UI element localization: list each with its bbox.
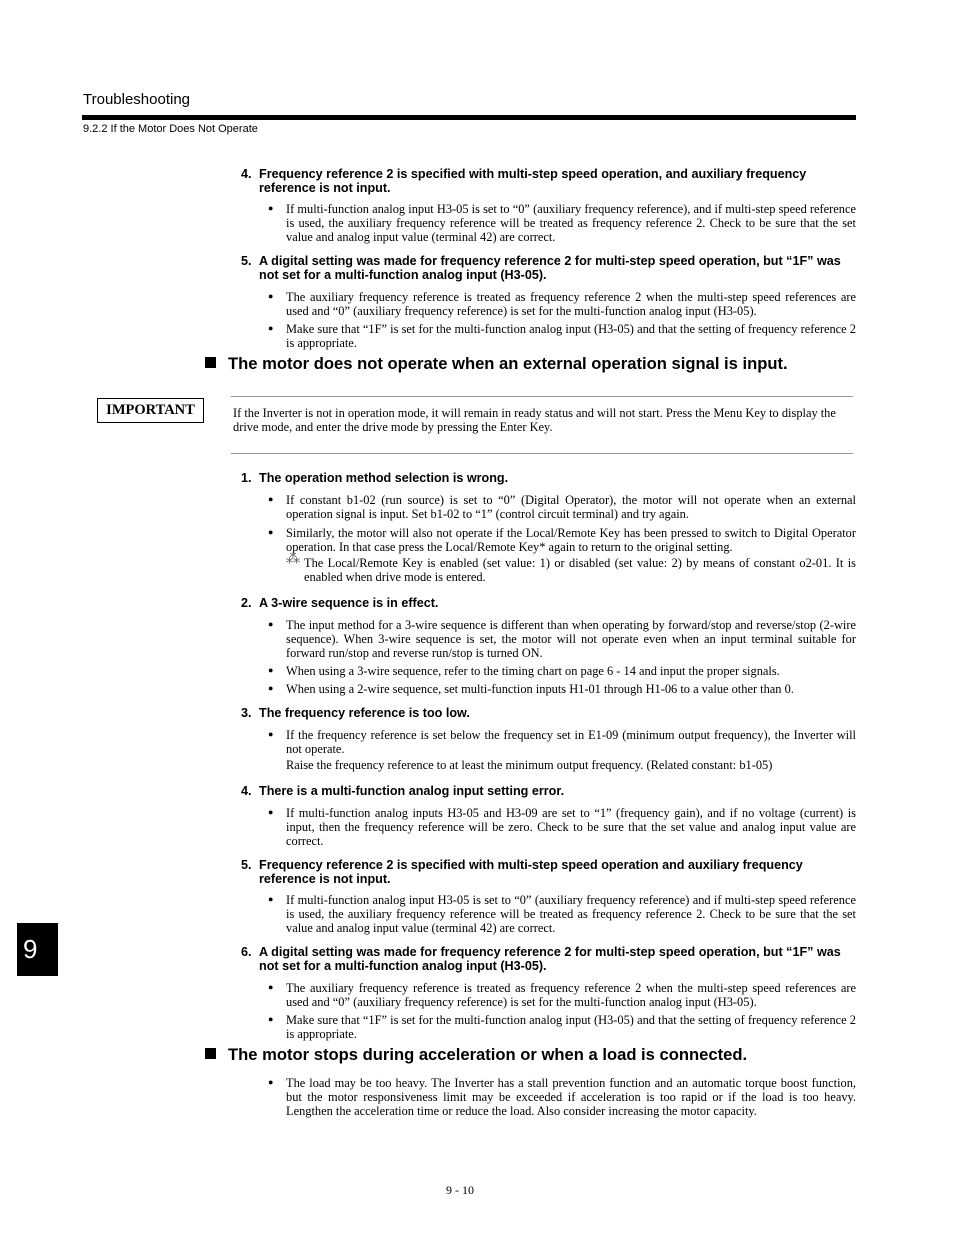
divider [231,453,853,454]
chapter-tab: 9 [17,923,58,976]
numbered-heading: 6. A digital setting was made for frequency reference 2 for multi-step speed operation, but “1F” was not set for a multi-function analog input (H3-05). [241,945,841,973]
numbered-heading: 5. A digital setting was made for frequency reference 2 for multi-step speed operation, but “1F” was not set for a multi-function analog input (H3-05). [241,254,841,282]
bullet-item: ● The auxiliary frequency reference is treated as frequency reference 2 when the multi-step speed references are used and “0” (auxiliary frequency reference) is set for the multi-function analog input (H3-05). [268,290,856,318]
bullet-item: ● When using a 3-wire sequence, refer to the timing chart on page 6 - 14 and input the proper signals. [268,664,780,678]
asterisk-icon: ⁂ [286,552,300,567]
square-bullet-icon [205,1048,216,1059]
bullet-item: ● If multi-function analog input H3-05 is set to “0” (auxiliary frequency reference) and if multi-step speed reference is used, the auxiliary frequency reference will be treated as frequency reference 2. Check to be sure that the set value and analog input value (terminal 42) are correct. [268,893,856,935]
section-heading: The motor does not operate when an external operation signal is input. [205,354,788,374]
bullet-item: ● If multi-function analog input H3-05 is set to “0” (auxiliary frequency reference), and if multi-step speed reference is used, the auxiliary frequency reference will be treated as frequency reference 2. Check to be sure that the set value and analog input value (terminal 42) are correct. [268,202,856,244]
running-header: Troubleshooting [83,91,191,108]
numbered-heading: 5. Frequency reference 2 is specified with multi-step speed operation and auxiliary frequency reference is not input. [241,858,803,886]
important-text: If the Inverter is not in operation mode, it will remain in ready status and will not start. Press the Menu Key to display the drive mode, and enter the drive mode by pressing the Enter Key. [233,406,836,434]
bullet-item: ● Make sure that “1F” is set for the multi-function analog input (H3-05) and that the setting of frequency reference 2 is appropriate. [268,322,856,350]
bullet-item: ● The input method for a 3-wire sequence is different than when operating by forward/stop and reverse/stop (2-wire sequence). When 3-wire sequence is set, the motor will not operate even when an input terminal suitable for forward run/stop and reverse run/stop is turned ON. [268,618,856,660]
bullet-item: ● The auxiliary frequency reference is treated as frequency reference 2 when the multi-step speed references are used and “0” (auxiliary frequency reference) is set for the multi-function analog input (H3-05). [268,981,856,1009]
bullet-item: ● The load may be too heavy. The Inverter has a stall prevention function and an automatic torque boost function, but the motor responsiveness limit may be exceeded if acceleration is too rapid or if the load is too heavy. Lengthen the acceleration time or reduce the load. Also consider increasing the motor capacity. [268,1076,856,1118]
bullet-item: ● If the frequency reference is set below the frequency set in E1-09 (minimum output frequency), the Inverter will not operate. [268,728,856,756]
bullet-item: ● When using a 2-wire sequence, set multi-function inputs H1-01 through H1-06 to a value other than 0. [268,682,794,696]
bullet-item: ● Similarly, the motor will also not operate if the Local/Remote Key has been pressed to switch to Digital Operator operation. In that case press the Local/Remote Key* again to return to the original setting. [268,526,856,554]
page-number: 9 - 10 [446,1183,474,1197]
numbered-heading: 1. The operation method selection is wrong. [241,471,509,485]
divider [231,396,853,397]
footnote: ⁂ The Local/Remote Key is enabled (set value: 1) or disabled (set value: 2) by means of constant o2-01. It is enabled when drive mode is entered. [286,552,856,584]
square-bullet-icon [205,357,216,368]
important-label: IMPORTANT [97,398,204,423]
bullet-item: ● If constant b1-02 (run source) is set to “0” (Digital Operator), the motor will not operate when an external operation signal is input. Set b1-02 to “1” (control circuit terminal) and try again. [268,493,856,521]
header-rule [82,115,856,120]
numbered-heading: 4. There is a multi-function analog input setting error. [241,784,565,798]
subsection-label: 9.2.2 If the Motor Does Not Operate [83,123,258,135]
bullet-item: ● If multi-function analog inputs H3-05 and H3-09 are set to “1” (frequency gain), and if no voltage (current) is input, then the frequency reference will be zero. Check to be sure that the set value and analog input value are correct. [268,806,856,848]
section-heading: The motor stops during acceleration or when a load is connected. [205,1045,747,1065]
numbered-heading: 4. Frequency reference 2 is specified with multi-step speed operation, and auxiliary frequency reference is not input. [241,167,807,195]
bullet-item: ● Make sure that “1F” is set for the multi-function analog input (H3-05) and that the setting of frequency reference 2 is appropriate. [268,1013,856,1041]
numbered-heading: 3. The frequency reference is too low. [241,706,470,720]
numbered-heading: 2. A 3-wire sequence is in effect. [241,596,439,610]
bullet-continuation: Raise the frequency reference to at least the minimum output frequency. (Related constant: b1-05) [286,758,773,772]
